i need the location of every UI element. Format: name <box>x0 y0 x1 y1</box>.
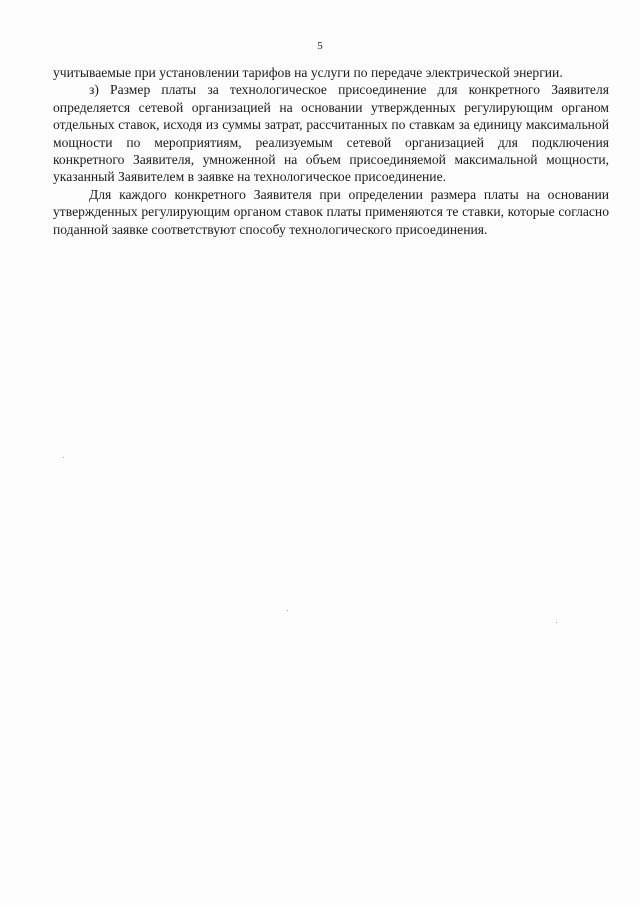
scan-speck <box>287 610 288 611</box>
page-number: 5 <box>317 40 323 52</box>
paragraph-continuation: учитываемые при установлении тарифов на услуги по передаче электрической энергии. <box>53 65 563 80</box>
scan-speck <box>63 457 64 458</box>
paragraph-fee-calculation: з) Размер платы за технологическое присоединение для конкретного Заявителя определяется сетевой организацией на основании утвержденных регулирующим органом отдельных ставок, исходя из суммы затрат, рассчитанных по ставкам за единицу максимальной мощности по мероприятиям, реализуемым сетевой организацией для подключения конкретного Заявителя, умноженной на объем присоединяемой максимальной мощности, указанный Заявителем в заявке на технологическое присоединение. <box>53 82 609 185</box>
scan-speck <box>556 622 557 623</box>
document-body <box>53 64 609 238</box>
paragraph-rate-application: Для каждого конкретного Заявителя при определении размера платы на основании утвержденных регулирующим органом ставок платы применяются те ставки, которые согласно поданной заявке соответствуют способу технологического присоединения. <box>53 186 609 237</box>
